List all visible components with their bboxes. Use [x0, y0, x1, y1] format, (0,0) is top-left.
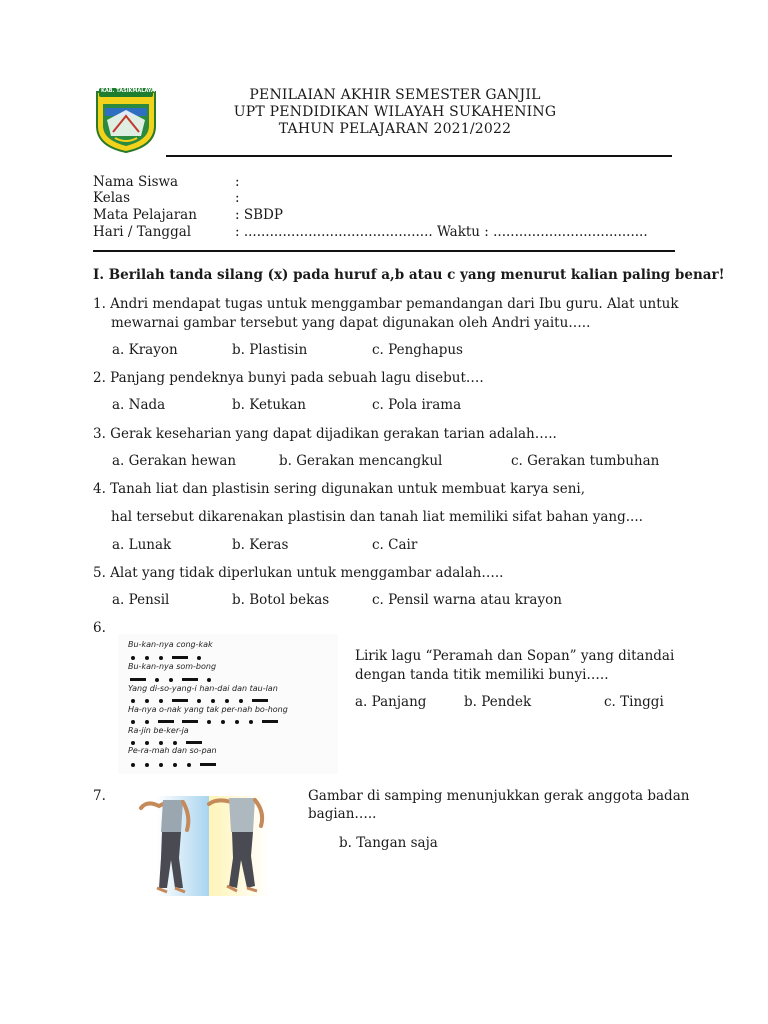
q1-text-1: 1. Andri mendapat tugas untuk menggambar pemandangan dari Ibu guru. Alat untuk — [93, 296, 679, 312]
section-title: I. Berilah tanda silang (x) pada huruf a,b atau c yang menurut kalian paling benar! — [93, 267, 725, 283]
lyric-line-4: Ha-nya o-nak yang tak per-nah bo-hong — [128, 705, 288, 714]
q2-option-b[interactable]: b. Ketukan — [232, 397, 306, 413]
mapel-label: Mata Pelajaran — [93, 207, 197, 223]
q1-option-b[interactable]: b. Plastisin — [232, 342, 308, 358]
q7-option-b[interactable]: b. Tangan saja — [339, 835, 438, 851]
q2-option-a[interactable]: a. Nada — [112, 397, 166, 413]
q7-text-1: Gambar di samping menunjukkan gerak anggota badan — [308, 788, 690, 804]
q1-text-2: mewarnai gambar tersebut yang dapat digunakan oleh Andri yaitu….. — [111, 315, 591, 331]
lyric-line-5: Ra-jin be-ker-ja — [128, 726, 189, 735]
q4-option-a[interactable]: a. Lunak — [112, 537, 172, 553]
q5-option-a[interactable]: a. Pensil — [112, 592, 170, 608]
q3-text: 3. Gerak keseharian yang dapat dijadikan gerakan tarian adalah….. — [93, 426, 557, 442]
q2-text: 2. Panjang pendeknya bunyi pada sebuah lagu disebut…. — [93, 370, 484, 386]
header-line-1: PENILAIAN AKHIR SEMESTER GANJIL — [249, 87, 541, 103]
school-logo — [93, 86, 159, 154]
q4-option-c[interactable]: c. Cair — [372, 537, 418, 553]
q5-option-c[interactable]: c. Pensil warna atau krayon — [372, 592, 562, 608]
q4-text-2: hal tersebut dikarenakan plastisin dan tanah liat memiliki sifat bahan yang.... — [111, 509, 643, 525]
identity-divider — [93, 250, 675, 252]
q7-number: 7. — [93, 788, 106, 804]
kelas-value[interactable]: : — [235, 190, 240, 206]
q5-option-b[interactable]: b. Botol bekas — [232, 592, 330, 608]
nama-value[interactable]: : — [235, 174, 240, 190]
rhythm-line-3 — [126, 697, 272, 703]
q6-text-1: Lirik lagu “Peramah dan Sopan” yang ditandai — [355, 648, 675, 664]
q6-option-c[interactable]: c. Tinggi — [604, 694, 664, 710]
lyric-line-3: Yang di-so-yang-i han-dai dan tau-lan — [128, 684, 278, 693]
q3-option-c[interactable]: c. Gerakan tumbuhan — [511, 453, 660, 469]
nama-label: Nama Siswa — [93, 174, 179, 190]
header-line-3: TAHUN PELAJARAN 2021/2022 — [278, 121, 512, 137]
hari-label: Hari / Tanggal — [93, 224, 192, 240]
rhythm-line-2 — [126, 676, 216, 682]
logo-text: KAB. TASIKMALAYA — [101, 88, 155, 94]
header-divider — [166, 155, 672, 157]
rhythm-line-5 — [126, 739, 206, 745]
rhythm-line-4 — [126, 718, 282, 724]
dancing-figures-image — [137, 796, 295, 896]
mapel-value: : SBDP — [235, 207, 283, 223]
rhythm-line-6 — [126, 761, 220, 767]
hari-value[interactable]: : ............................................ Waktu : .................................... — [235, 224, 648, 240]
q4-text-1: 4. Tanah liat dan plastisin sering digunakan untuk membuat karya seni, — [93, 481, 586, 497]
header-line-2: UPT PENDIDIKAN WILAYAH SUKAHENING — [233, 104, 557, 120]
q6-option-a[interactable]: a. Panjang — [355, 694, 427, 710]
q5-text: 5. Alat yang tidak diperlukan untuk menggambar adalah….. — [93, 565, 504, 581]
q1-option-a[interactable]: a. Krayon — [112, 342, 178, 358]
q3-option-b[interactable]: b. Gerakan mencangkul — [279, 453, 443, 469]
kelas-label: Kelas — [93, 190, 131, 206]
q6-option-b[interactable]: b. Pendek — [464, 694, 532, 710]
q7-text-2: bagian….. — [308, 806, 377, 822]
lyric-line-6: Pe-ra-mah dan so-pan — [128, 746, 217, 755]
lyric-line-2: Bu-kan-nya som-bong — [128, 662, 217, 671]
lyric-line-1: Bu-kan-nya cong-kak — [128, 640, 213, 649]
rhythm-line-1 — [126, 654, 206, 660]
q6-number: 6. — [93, 620, 106, 636]
q3-option-a[interactable]: a. Gerakan hewan — [112, 453, 237, 469]
q1-option-c[interactable]: c. Penghapus — [372, 342, 463, 358]
q4-option-b[interactable]: b. Keras — [232, 537, 289, 553]
q6-text-2: dengan tanda titik memiliki bunyi….. — [355, 667, 609, 683]
q2-option-c[interactable]: c. Pola irama — [372, 397, 462, 413]
